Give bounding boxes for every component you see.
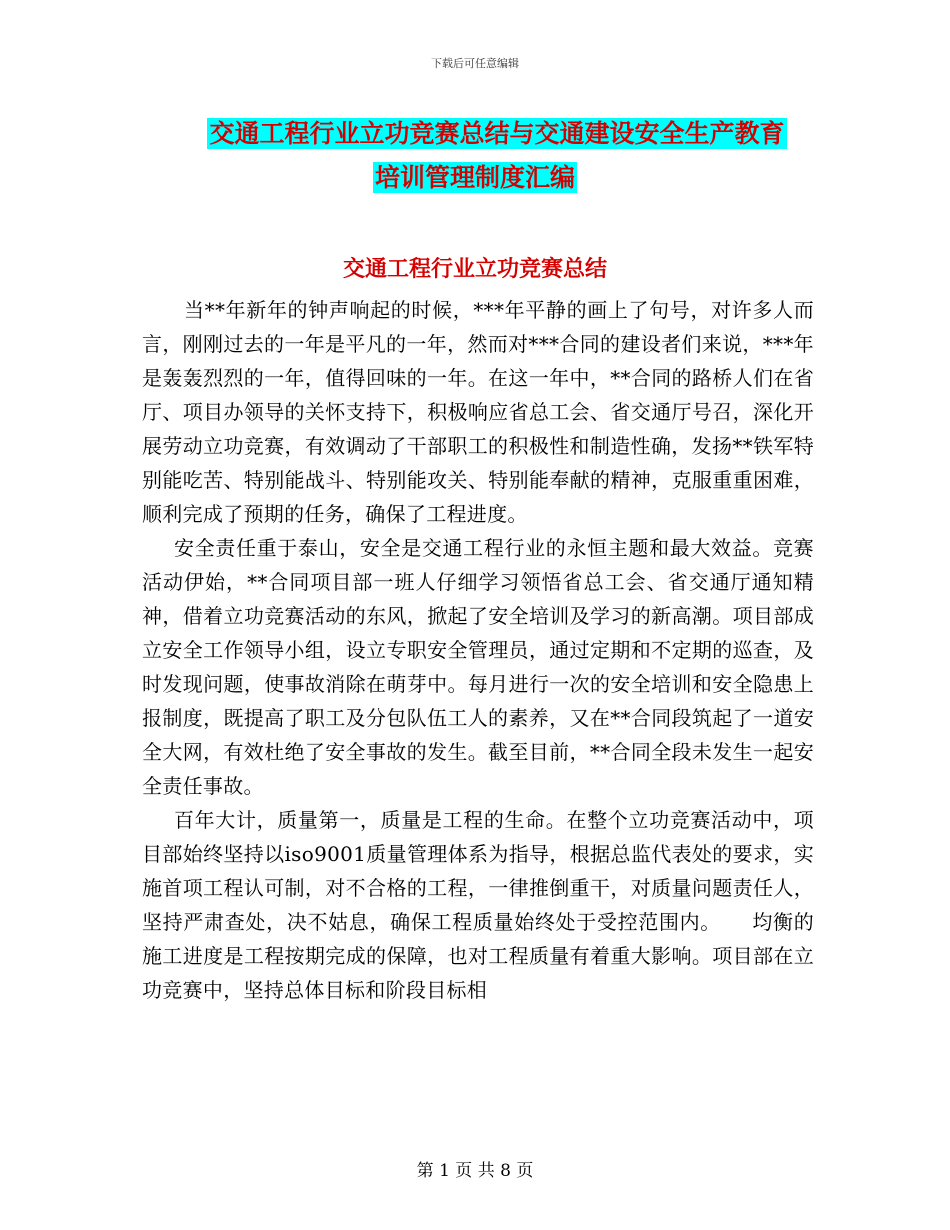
body-text bbox=[142, 293, 814, 1007]
paragraph-2: 安全责任重于泰山，安全是交通工程行业的永恒主题和最大效益。竞赛活动伊始，**合同项目部一班人仔细学习领悟省总工会、省交通厅通知精神，借着立功竞赛活动的东风，掀起了安全培训及学习的新高潮。项目部成立安全工作领导小组，设立专职安全管理员，通过定期和不定期的巡查，及时发现问题，使事故消除在萌芽中。每月进行一次的安全培训和安全隐患上报制度，既提高了职工及分包队伍工人的素养，又在**合同段筑起了一道安全大网，有效杜绝了安全事故的发生。截至目前，**合同全段未发生一起安全责任事故。 bbox=[142, 536, 814, 798]
paragraph-1: 当**年新年的钟声响起的时候，***年平静的画上了句号，对许多人而言，刚刚过去的一年是平凡的一年，然而对***合同的建设者们来说，***年是轰轰烈烈的一年，值得回味的一年。在这一年中，**合同的路桥人们在省厅、项目办领导的关怀支持下，积极响应省总工会、省交通厅号召，深化开展劳动立功竞赛，有效调动了干部职工的积极性和制造性确，发扬**铁军特别能吃苦、特别能战斗、特别能攻关、特别能奉献的精神，克服重重困难，顺利完成了预期的任务，确保了工程进度。 bbox=[142, 298, 814, 526]
paragraph-3: 百年大计，质量第一，质量是工程的生命。在整个立功竞赛活动中，项目部始终坚持以iso9001质量管理体系为指导，根据总监代表处的要求，实施首项工程认可制，对不合格的工程，一律推倒重干，对质量问题责任人，坚持严肃查处，决不姑息，确保工程质量始终处于受控范围内。 均衡的施工进度是工程按期完成的保障，也对工程质量有着重大影响。项目部在立功竞赛中，坚持总体目标和阶段目标相 bbox=[142, 808, 814, 1002]
section-title: 交通工程行业立功竞赛总结 bbox=[342, 257, 607, 282]
header-note: 下载后可任意编辑 bbox=[431, 57, 519, 70]
page-footer: 第 1 页 共 8 页 bbox=[416, 1161, 534, 1181]
document-title-line-1 bbox=[0, 114, 950, 150]
document-title-line-2-text: 培训管理制度汇编 bbox=[374, 163, 575, 192]
document-title-line-1-text: 交通工程行业立功竞赛总结与交通建设安全生产教育 bbox=[209, 119, 785, 148]
document-title-line-2 bbox=[0, 158, 950, 194]
